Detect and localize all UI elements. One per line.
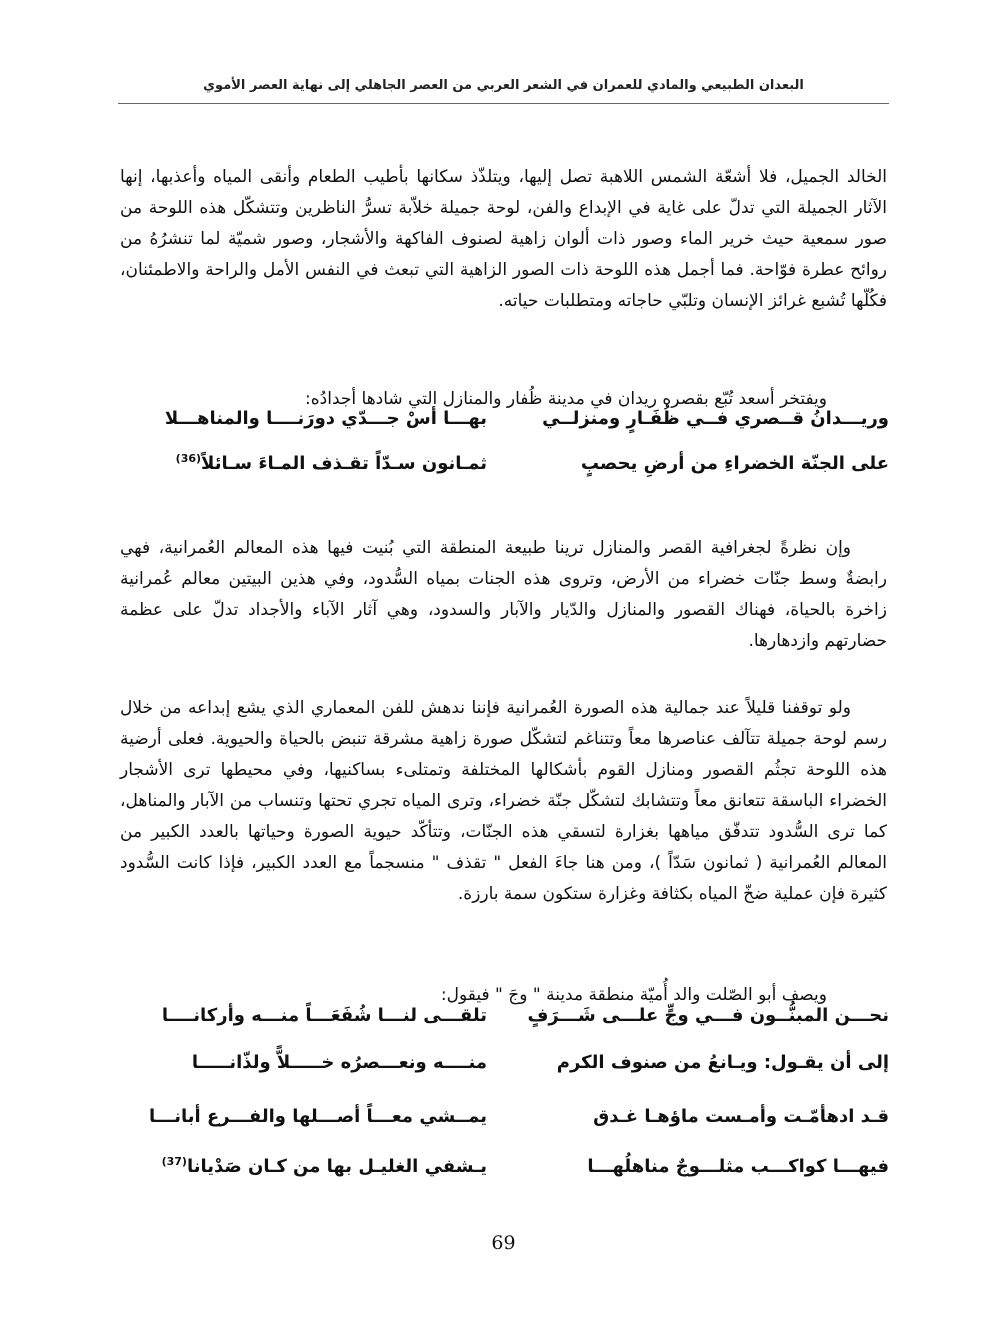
verse-line [140,1156,889,1190]
verse-line [140,1005,889,1039]
verse-first-hemistich: وريـــدانُ قــصري فــي ظُفَـارٍ ومنزلــي [542,408,889,429]
paragraph-2: وإن نظرةً لجغرافية القصر والمنازل ترينا طبيعة المنطقة التي بُنيت فيها هذه المعالم العُمرانية، فهي رابضةٌ وسط جنّات خضراء من الأرض، وتروى هذه الجنات بمياه السُّدود، وفي هذين البيتين معالم عُمرانية زاخرة بالحياة، فهناك القصور والمنازل والدّيار والآبار والسدود، وهي آثار الآباء والأجداد تدلّ على عظمة حضارتهم وازدهارها. [120,538,887,651]
header-divider [118,103,889,104]
verse-intro-2: ويصف أبو الصّلت والد أُميّة منطقة مدينة " وجَ " فيقول: [440,985,827,1005]
page-number: 69 [491,1232,516,1254]
verse-line [140,453,889,487]
verse-second-hemistich: ثمـانون سـدّاً تقـذف المـاءَ سـائلاً$^{(36)}$ [175,452,487,474]
verse-second-hemistich: يـشفي الغليـل بها من كـان صَدْيانا$^{(37)}$ [161,1155,487,1177]
footnote-ref-37: (37) [161,1155,187,1168]
footnote-ref-36: (36) [175,452,202,465]
paragraph-1: الخالد الجميل، فلا أشعّة الشمس اللاهبة تصل إليها، ويتلذّذ سكانها بأطيب الطعام وأنقى المياه وأعذبها، إنها الآثار الجميلة التي تدلّ على غاية في الإبداع والفن، لوحة جميلة خلاّبة تسرُّ الناظرين وتتشكّل هذه اللوحة من صور سمعية حيث خرير الماء وصور ذات ألوان زاهية لصنوف الفاكهة والأشجار، وصور شميّة لما تنشرُهُ من روائح عطرة فوّاحة. فما أجمل هذه اللوحة ذات الصور الزاهية التي تبعث في النفس الأمل والراحة والاطمئنان، فكُلّها تُشبع غرائز الإنسان وتلبّي حاجاته ومتطلبات حياته. [120,167,887,311]
running-header: البعدان الطبيعي والمادي للعمران في الشعر العربي من العصر الجاهلي إلى نهاية العصر الأموي [203,78,804,93]
verse-first-hemistich: فيهـــا كواكـــب مثلـــوجٌ مناهلُهـــا [587,1156,889,1177]
paragraph-3: ولو توقفنا قليلاً عند جمالية هذه الصورة العُمرانية فإننا ندهش للفن المعماري الذي يشع إبداعه من خلال رسم لوحة جميلة تتآلف عناصرها معاً وتتناغم لتشكّل صورة زاهية مشرقة تنبض بالحياة والحيوية. فعلى أرضية هذه اللوحة تجثُم القصور ومنازل القوم بأشكالها المختلفة وتمتلىء بساكنيها، وفي محيطها ترى الأشجار الخضراء الباسقة تتعانق معاً وتتشابك لتشكّل جنّة خضراء، وترى المياه تجري تحتها وتنساب من الآبار والمناهل، كما ترى السُّدود تتدفّق مياهها بغزارة لتسقي هذه الجنّات، وتتأكّد حيوية الصورة وحياتها بالعدد الكبير من المعالم العُمرانية ( ثمانون سَدّاً )، ومن هنا جاءَ الفعل " تقذف " منسجماً مع العدد الكبير، فإذا كانت السُّدود كثيرة فإن عملية ضخّ المياه بكثافة وغزارة ستكون سمة بارزة. [120,698,887,904]
verse-second-hemistich: تلقـــى لنـــا شُفَعَـــاً منـــه وأركانــــا [161,1005,487,1026]
verse-first-hemistich: على الجنّة الخضراءِ من أرضِ يحصبٍ [580,453,889,474]
verse-second-hemistich: يمــشي معـــاً أصـــلها والفـــرع أبانـــا [149,1106,487,1127]
verse-first-hemistich: قـد ادهأمّـت وأمـست ماؤهـا غـدق [593,1106,889,1127]
verse-line [140,408,889,442]
verse-second-hemistich: منــــه ونعـــصرُه خـــــلاًّ ولذّانـــــا [191,1052,487,1073]
verse-line [140,1106,889,1140]
verse-second-hemistich: بهـــا أسْ جـــدّي دورَنــــا والمناهـــلا [164,408,487,429]
verse-first-hemistich: نحـــن المبنُّــون فـــي وجٍّ علـــى شَـــرَفٍ [527,1005,889,1026]
verse-line [140,1052,889,1086]
verse-intro-1: ويفتخر أسعد تُبّع بقصره ريدان في مدينة ظُفار والمنازل التي شادها أجدادُه: [305,389,827,409]
verse-first-hemistich: إلى أن يقـول: ويـانعُ من صنوف الكرم [556,1052,889,1073]
